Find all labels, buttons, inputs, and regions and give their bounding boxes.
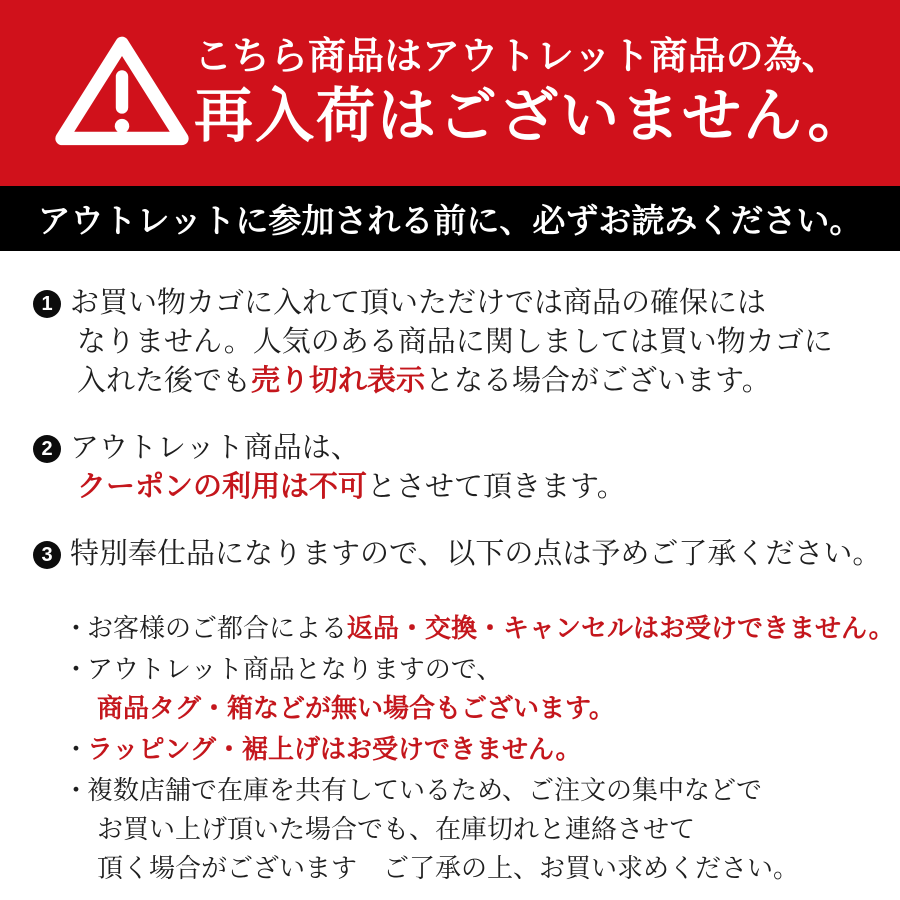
text-line: アウトレット商品は、 [70,432,360,464]
bullet-dot: ・ [63,775,90,805]
numbered-item-3 [33,535,900,574]
text-line: お客様のご都合による返品・交換・キャンセルはお受けできません。 [87,613,895,643]
numbered-item-1-text [70,284,833,401]
number-badge-3: 3 [33,541,61,569]
numbered-item-2 [33,429,900,507]
banner-subtitle: こちら商品はアウトレット商品の為、 [194,35,840,78]
numbered-item-2-text [70,429,626,507]
sub-note-no-tags [63,650,900,728]
notice-bar-text: アウトレットに参加される前に、必ずお読みください。 [37,202,863,239]
sub-notes-list [63,609,900,888]
number-badge-2: 2 [33,435,61,463]
text-line [87,730,582,769]
text-line: 頂く場合がございます ご了承の上、お買い求めください。 [97,853,800,883]
number-badge-1: 1 [33,290,61,318]
warning-triangle-icon [44,31,200,155]
text-line: なりません。人気のある商品に関しましては買い物カゴに [77,326,833,358]
numbered-item-1 [33,284,900,401]
text-line: 特別奉仕品になりますので、以下の点は予めご了承ください。 [70,538,882,570]
banner-title: 再入荷はございません。 [194,83,869,150]
text-line: アウトレット商品となりますので、 [87,654,503,684]
sub-note-returns [63,609,900,648]
bullet-dot: ・ [63,734,90,764]
text-line: お買い物カゴに入れて頂いただけでは商品の確保には [70,287,767,319]
bullet-dot: ・ [63,613,90,643]
notice-bar [0,186,900,251]
bullet-dot: ・ [63,654,90,684]
highlight-no-wrapping: ラッピング・裾上げはお受けできません。 [87,734,582,764]
notes-section [0,251,900,888]
highlight-sold-out: 売り切れ表示 [251,365,426,397]
banner-text [194,37,869,150]
warning-banner [0,0,900,186]
text-line: クーポンの利用は不可とさせて頂きます。 [77,471,626,503]
text-line: 入れた後でも売り切れ表示となる場合がございます。 [77,365,771,397]
sub-note-shared-stock [63,771,900,888]
text-line [87,689,615,728]
numbered-item-3-text [70,535,881,574]
text-line: お買い上げ頂いた場合でも、在庫切れと連絡させて [97,814,696,844]
highlight-no-coupon: クーポンの利用は不可 [77,471,368,503]
highlight-no-returns: 返品・交換・キャンセルはお受けできません。 [347,613,895,643]
highlight-no-tags-box: 商品タグ・箱などが無い場合もございます。 [97,693,615,723]
text-line: 複数店舗で在庫を共有しているため、ご注文の集中などで [87,775,762,805]
sub-note-no-wrapping [63,730,900,769]
